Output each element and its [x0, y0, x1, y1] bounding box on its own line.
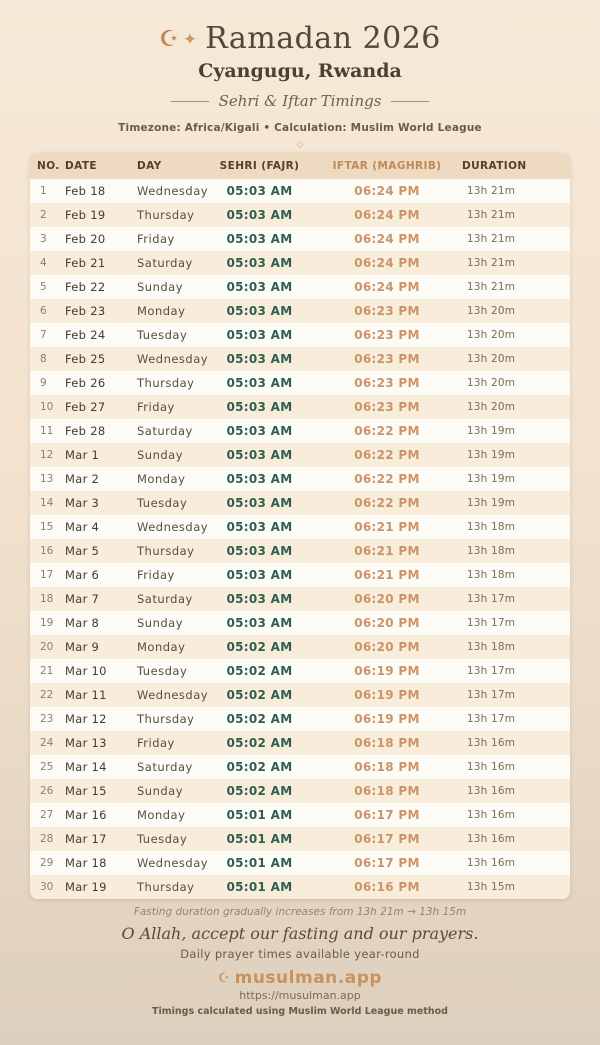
cell-date: Mar 7 — [65, 592, 100, 606]
sparkle-icon: ✦ — [182, 30, 198, 50]
cell-sehri-time: 05:03 AM — [226, 616, 293, 630]
cell-date: Mar 4 — [65, 520, 100, 534]
cell-sehri-time: 05:03 AM — [226, 496, 293, 510]
table-row — [30, 251, 570, 275]
brand-row — [0, 968, 600, 989]
page-header — [0, 0, 600, 150]
cell-sehri-time: 05:03 AM — [226, 472, 293, 486]
table-row — [30, 827, 570, 851]
cell-duration: 13h 15m — [466, 881, 516, 893]
cell-sehri-time: 05:03 AM — [226, 592, 293, 606]
cell-duration: 13h 19m — [466, 425, 516, 437]
cell-duration: 13h 16m — [466, 785, 516, 797]
cell-day: Monday — [137, 808, 186, 822]
cell-date: Mar 3 — [65, 496, 100, 510]
cell-duration: 13h 17m — [466, 617, 516, 629]
cell-iftar-time: 06:24 PM — [354, 232, 420, 246]
cell-date: Feb 25 — [65, 352, 106, 366]
cell-iftar-time: 06:22 PM — [354, 424, 420, 438]
cell-day: Thursday — [137, 208, 195, 222]
dua-text: O Allah, accept our fasting and our prayers. — [121, 924, 479, 943]
table-row — [30, 299, 570, 323]
cell-iftar-time: 06:24 PM — [354, 184, 420, 198]
cell-date: Feb 27 — [65, 400, 106, 414]
cell-duration: 13h 21m — [466, 185, 516, 197]
diamond-ornament-icon: ◇ — [296, 140, 304, 150]
cell-no: 25 — [40, 761, 54, 773]
cell-sehri-time: 05:01 AM — [226, 856, 293, 870]
cell-day: Saturday — [137, 256, 193, 270]
cell-date: Feb 21 — [65, 256, 106, 270]
cell-date: Mar 13 — [65, 736, 107, 750]
cell-iftar-time: 06:20 PM — [354, 616, 420, 630]
cell-sehri-time: 05:03 AM — [226, 376, 293, 390]
cell-no: 5 — [40, 281, 47, 293]
cell-no: 2 — [40, 209, 47, 221]
cell-day: Thursday — [137, 712, 195, 726]
cell-no: 22 — [40, 689, 54, 701]
section-title: Sehri & Iftar Timings — [218, 92, 382, 110]
table-row — [30, 563, 570, 587]
cell-no: 10 — [40, 401, 54, 413]
cell-iftar-time: 06:21 PM — [354, 544, 420, 558]
cell-iftar-time: 06:24 PM — [354, 280, 420, 294]
cell-no: 9 — [40, 377, 47, 389]
cell-date: Mar 11 — [65, 688, 107, 702]
cell-duration: 13h 21m — [466, 257, 516, 269]
cell-iftar-time: 06:23 PM — [354, 376, 420, 390]
cell-iftar-time: 06:22 PM — [354, 496, 420, 510]
cell-iftar-time: 06:16 PM — [354, 880, 420, 894]
cell-iftar-time: 06:17 PM — [354, 808, 420, 822]
cell-day: Thursday — [137, 544, 195, 558]
cell-sehri-time: 05:03 AM — [226, 208, 293, 222]
cell-iftar-time: 06:24 PM — [354, 256, 420, 270]
cell-no: 8 — [40, 353, 47, 365]
cell-duration: 13h 21m — [466, 233, 516, 245]
cell-day: Thursday — [137, 880, 195, 894]
title-row — [0, 21, 600, 61]
cell-date: Mar 8 — [65, 616, 100, 630]
cell-iftar-time: 06:17 PM — [354, 832, 420, 846]
cell-duration: 13h 17m — [466, 665, 516, 677]
cell-duration: 13h 20m — [466, 329, 516, 341]
cell-duration: 13h 21m — [466, 281, 516, 293]
table-row — [30, 395, 570, 419]
cell-duration: 13h 17m — [466, 593, 516, 605]
table-body — [30, 179, 570, 899]
cell-duration: 13h 21m — [466, 209, 516, 221]
cell-date: Feb 28 — [65, 424, 106, 438]
brand-url[interactable]: https://musulman.app — [239, 989, 361, 1002]
cell-no: 11 — [40, 425, 54, 437]
cell-date: Feb 18 — [65, 184, 106, 198]
cell-date: Mar 6 — [65, 568, 100, 582]
cell-day: Sunday — [137, 784, 184, 798]
cell-day: Sunday — [137, 616, 184, 630]
table-row — [30, 755, 570, 779]
cell-sehri-time: 05:03 AM — [226, 304, 293, 318]
fasting-duration-note: Fasting duration gradually increases from 13h 21m → 13h 15m — [133, 906, 467, 918]
cell-date: Mar 2 — [65, 472, 100, 486]
cell-sehri-time: 05:03 AM — [226, 544, 293, 558]
cell-day: Monday — [137, 304, 186, 318]
cell-day: Friday — [137, 568, 175, 582]
cell-no: 1 — [40, 185, 47, 197]
availability-text: Daily prayer times available year-round — [180, 947, 420, 961]
cell-date: Mar 10 — [65, 664, 107, 678]
cell-day: Friday — [137, 232, 175, 246]
cell-sehri-time: 05:02 AM — [226, 712, 293, 726]
table-row — [30, 323, 570, 347]
table-row — [30, 515, 570, 539]
location-subtitle: Cyangugu, Rwanda — [198, 60, 402, 82]
brand-crescent-icon: ☪ — [217, 971, 230, 986]
cell-sehri-time: 05:01 AM — [226, 880, 293, 894]
cell-no: 17 — [40, 569, 54, 581]
cell-duration: 13h 20m — [466, 401, 516, 413]
table-row — [30, 851, 570, 875]
cell-no: 12 — [40, 449, 54, 461]
cell-sehri-time: 05:02 AM — [226, 640, 293, 654]
cell-iftar-time: 06:23 PM — [354, 304, 420, 318]
cell-sehri-time: 05:03 AM — [226, 280, 293, 294]
cell-sehri-time: 05:03 AM — [226, 448, 293, 462]
cell-sehri-time: 05:01 AM — [226, 808, 293, 822]
table-row — [30, 635, 570, 659]
cell-iftar-time: 06:20 PM — [354, 592, 420, 606]
cell-day: Sunday — [137, 280, 184, 294]
table-row — [30, 707, 570, 731]
cell-duration: 13h 20m — [466, 353, 516, 365]
cell-day: Saturday — [137, 424, 193, 438]
cell-duration: 13h 17m — [466, 713, 516, 725]
cell-duration: 13h 19m — [466, 473, 516, 485]
divider-line-left — [171, 101, 209, 102]
table-row — [30, 491, 570, 515]
table-row — [30, 731, 570, 755]
cell-no: 20 — [40, 641, 54, 653]
cell-iftar-time: 06:19 PM — [354, 664, 420, 678]
table-row — [30, 611, 570, 635]
cell-no: 6 — [40, 305, 47, 317]
cell-duration: 13h 16m — [466, 809, 516, 821]
table-row — [30, 587, 570, 611]
cell-duration: 13h 18m — [466, 641, 516, 653]
cell-sehri-time: 05:03 AM — [226, 328, 293, 342]
cell-sehri-time: 05:03 AM — [226, 232, 293, 246]
cell-day: Sunday — [137, 448, 184, 462]
cell-sehri-time: 05:03 AM — [226, 424, 293, 438]
cell-sehri-time: 05:02 AM — [226, 784, 293, 798]
cell-sehri-time: 05:02 AM — [226, 664, 293, 678]
cell-iftar-time: 06:20 PM — [354, 640, 420, 654]
cell-date: Mar 18 — [65, 856, 107, 870]
cell-no: 15 — [40, 521, 54, 533]
cell-no: 3 — [40, 233, 47, 245]
page-title: Ramadan 2026 — [205, 21, 441, 56]
table-row — [30, 659, 570, 683]
table-row — [30, 179, 570, 203]
crescent-icon: ☪ — [159, 27, 179, 52]
cell-no: 19 — [40, 617, 54, 629]
cell-iftar-time: 06:24 PM — [354, 208, 420, 222]
cell-iftar-time: 06:18 PM — [354, 760, 420, 774]
cell-no: 28 — [40, 833, 54, 845]
cell-no: 29 — [40, 857, 54, 869]
cell-iftar-time: 06:23 PM — [354, 352, 420, 366]
cell-no: 13 — [40, 473, 54, 485]
column-header-no: NO. — [37, 160, 60, 172]
divider-line-right — [391, 101, 429, 102]
cell-sehri-time: 05:03 AM — [226, 568, 293, 582]
timezone-calculation-meta: Timezone: Africa/Kigali • Calculation: Muslim World League — [118, 122, 482, 134]
table-row — [30, 803, 570, 827]
cell-iftar-time: 06:19 PM — [354, 712, 420, 726]
cell-iftar-time: 06:22 PM — [354, 472, 420, 486]
table-row — [30, 539, 570, 563]
cell-no: 23 — [40, 713, 54, 725]
cell-duration: 13h 16m — [466, 761, 516, 773]
cell-sehri-time: 05:03 AM — [226, 256, 293, 270]
cell-iftar-time: 06:21 PM — [354, 568, 420, 582]
table-row — [30, 419, 570, 443]
cell-day: Monday — [137, 640, 186, 654]
cell-sehri-time: 05:02 AM — [226, 736, 293, 750]
cell-no: 16 — [40, 545, 54, 557]
cell-sehri-time: 05:01 AM — [226, 832, 293, 846]
cell-iftar-time: 06:23 PM — [354, 328, 420, 342]
cell-date: Feb 19 — [65, 208, 106, 222]
cell-day: Wednesday — [137, 856, 209, 870]
cell-sehri-time: 05:03 AM — [226, 184, 293, 198]
cell-no: 27 — [40, 809, 54, 821]
table-row — [30, 275, 570, 299]
column-header-date: DATE — [65, 160, 97, 172]
table-row — [30, 443, 570, 467]
cell-sehri-time: 05:03 AM — [226, 352, 293, 366]
cell-iftar-time: 06:22 PM — [354, 448, 420, 462]
section-divider — [0, 92, 600, 110]
cell-date: Feb 22 — [65, 280, 106, 294]
table-row — [30, 371, 570, 395]
cell-day: Friday — [137, 736, 175, 750]
cell-duration: 13h 18m — [466, 569, 516, 581]
cell-no: 18 — [40, 593, 54, 605]
table-row — [30, 683, 570, 707]
column-header-day: DAY — [137, 160, 162, 172]
cell-duration: 13h 20m — [466, 377, 516, 389]
cell-day: Saturday — [137, 592, 193, 606]
cell-no: 4 — [40, 257, 47, 269]
cell-date: Mar 9 — [65, 640, 100, 654]
cell-date: Mar 1 — [65, 448, 100, 462]
cell-no: 7 — [40, 329, 47, 341]
cell-day: Wednesday — [137, 184, 209, 198]
cell-date: Mar 17 — [65, 832, 107, 846]
page-footer — [0, 906, 600, 1018]
table-row — [30, 467, 570, 491]
cell-duration: 13h 18m — [466, 521, 516, 533]
cell-date: Mar 15 — [65, 784, 107, 798]
cell-no: 30 — [40, 881, 54, 893]
cell-sehri-time: 05:02 AM — [226, 688, 293, 702]
cell-duration: 13h 18m — [466, 545, 516, 557]
cell-no: 26 — [40, 785, 54, 797]
table-row — [30, 347, 570, 371]
cell-day: Tuesday — [137, 832, 188, 846]
table-row — [30, 779, 570, 803]
cell-iftar-time: 06:23 PM — [354, 400, 420, 414]
cell-day: Thursday — [137, 376, 195, 390]
cell-day: Tuesday — [137, 664, 188, 678]
cell-sehri-time: 05:02 AM — [226, 760, 293, 774]
calculation-method-text: Timings calculated using Muslim World League method — [152, 1006, 448, 1017]
cell-duration: 13h 19m — [466, 497, 516, 509]
cell-iftar-time: 06:17 PM — [354, 856, 420, 870]
cell-duration: 13h 20m — [466, 305, 516, 317]
cell-day: Tuesday — [137, 496, 188, 510]
cell-iftar-time: 06:19 PM — [354, 688, 420, 702]
cell-day: Wednesday — [137, 352, 209, 366]
column-header-iftar: IFTAR (MAGHRIB) — [332, 160, 442, 172]
cell-duration: 13h 16m — [466, 737, 516, 749]
column-header-duration: DURATION — [462, 160, 527, 172]
cell-day: Wednesday — [137, 520, 209, 534]
table-row — [30, 875, 570, 899]
cell-date: Feb 26 — [65, 376, 106, 390]
cell-date: Feb 24 — [65, 328, 106, 342]
cell-day: Wednesday — [137, 688, 209, 702]
column-header-sehri: SEHRI (FAJR) — [219, 160, 300, 172]
cell-duration: 13h 17m — [466, 689, 516, 701]
cell-sehri-time: 05:03 AM — [226, 400, 293, 414]
cell-date: Feb 23 — [65, 304, 106, 318]
timings-table — [30, 153, 570, 899]
cell-duration: 13h 16m — [466, 833, 516, 845]
cell-no: 21 — [40, 665, 54, 677]
table-header-row — [30, 153, 570, 179]
cell-date: Mar 12 — [65, 712, 107, 726]
cell-sehri-time: 05:03 AM — [226, 520, 293, 534]
cell-iftar-time: 06:18 PM — [354, 736, 420, 750]
cell-date: Mar 14 — [65, 760, 107, 774]
cell-no: 14 — [40, 497, 54, 509]
table-row — [30, 227, 570, 251]
cell-day: Friday — [137, 400, 175, 414]
cell-day: Monday — [137, 472, 186, 486]
cell-date: Mar 16 — [65, 808, 107, 822]
cell-day: Tuesday — [137, 328, 188, 342]
cell-date: Mar 19 — [65, 880, 107, 894]
cell-date: Feb 20 — [65, 232, 106, 246]
cell-iftar-time: 06:18 PM — [354, 784, 420, 798]
cell-duration: 13h 19m — [466, 449, 516, 461]
cell-no: 24 — [40, 737, 54, 749]
cell-date: Mar 5 — [65, 544, 100, 558]
table-row — [30, 203, 570, 227]
cell-day: Saturday — [137, 760, 193, 774]
cell-iftar-time: 06:21 PM — [354, 520, 420, 534]
cell-duration: 13h 16m — [466, 857, 516, 869]
brand-link[interactable]: musulman.app — [234, 968, 383, 988]
